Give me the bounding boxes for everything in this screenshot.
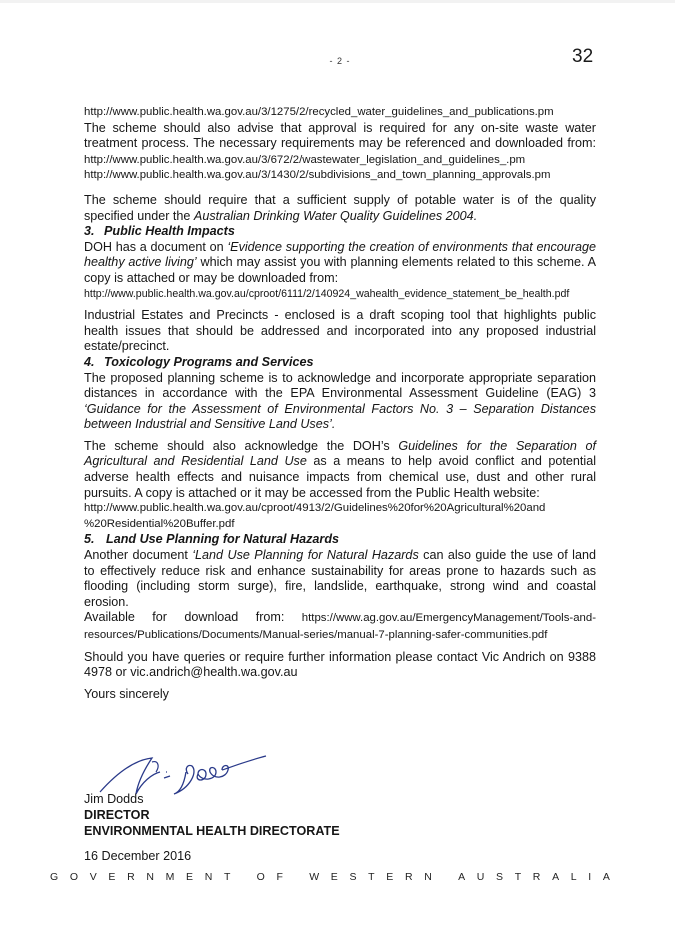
agricultural-buffer-url: http://www.public.health.wa.gov.au/cproot/4913/2/Guidelines%20for%20Agricultural%20and %20Residential%20Buffer.pdf <box>84 502 546 530</box>
footer-letter: O <box>69 871 79 883</box>
paragraph-download <box>84 610 596 643</box>
footer-letter: S <box>349 871 357 883</box>
section-title: Public Health Impacts <box>104 224 235 239</box>
section-number: 4. <box>84 354 95 369</box>
footer-letter: F <box>276 871 283 883</box>
signatory-name: Jim Dodds <box>84 792 144 806</box>
wastewater-url: http://www.public.health.wa.gov.au/3/672/2/wastewater_legislation_and_guidelines_.pm <box>84 153 526 166</box>
paragraph-potable-water <box>84 193 596 224</box>
footer-letter: N <box>146 871 154 883</box>
eag-guidance-title: ‘Guidance for the Assessment of Environmental Factors No. 3 – Separation Distances between Industrial and Sensitive Land Uses’. <box>84 401 596 432</box>
section-number: 5. <box>84 532 95 547</box>
section-heading-3 <box>84 224 596 240</box>
section-title: Toxicology Programs and Services <box>104 354 314 369</box>
page-number: 32 <box>572 46 594 67</box>
subdivisions-url: http://www.public.health.wa.gov.au/3/1430/2/subdivisions_and_town_planning_approvals.pm <box>84 169 551 182</box>
planning-safer-communities-url: https://www.ag.gov.au/EmergencyManagement/Tools-and-resources/Publications/Documents/Manual-series/manual-7-planning-safer-communities.pdf <box>84 612 596 641</box>
footer-letter: R <box>404 871 413 883</box>
download-label: Available for download from: <box>84 610 302 625</box>
public-health-text-lead: DOH has a document on <box>84 239 228 254</box>
directorate-name: ENVIRONMENTAL HEALTH DIRECTORATE <box>84 823 340 838</box>
paragraph-industrial-estates: Industrial Estates and Precincts - enclosed is a draft scoping tool that highlights public health issues that should be addressed and incorporated into any proposed industrial estate/precinct. <box>84 308 596 354</box>
footer-letter: E <box>386 871 394 883</box>
separation-text-lead: The scheme should also acknowledge the DOH’s <box>84 438 399 453</box>
footer-letter: E <box>108 871 116 883</box>
footer-letter <box>443 871 446 883</box>
footer-letter: A <box>552 871 560 883</box>
signatory-title-block <box>84 808 340 839</box>
section-heading-5 <box>84 532 596 548</box>
footer-letter: L <box>570 871 577 883</box>
separation-text-rest: as a means to help avoid conflict and potential adverse health effects and nuisance impacts from chemical use, dust and other rural pursuits. A copy is attached or it may be accessed from the Public Health website: <box>84 454 596 500</box>
footer-letter: T <box>223 871 231 883</box>
potable-water-guideline-title: Australian Drinking Water Quality Guidelines 2004. <box>193 208 478 223</box>
letter-body <box>84 105 596 702</box>
footer-letter <box>295 871 298 883</box>
footer-letter: R <box>127 871 135 883</box>
separation-guidelines-title: Guidelines for the Separation of Agricultural and Residential Land Use <box>84 438 596 469</box>
closing-salutation: Yours sincerely <box>84 686 169 701</box>
potable-water-text: The scheme should require that a sufficient supply of potable water is of the quality specified under the <box>84 192 596 223</box>
footer-letter: W <box>309 871 320 883</box>
section-title: Land Use Planning for Natural Hazards <box>106 532 340 547</box>
footer-letter: M <box>165 871 175 883</box>
paragraph-separation-guidelines <box>84 439 596 501</box>
signatory-title: DIRECTOR <box>84 808 150 822</box>
paragraph-toxicology <box>84 371 596 433</box>
public-health-text-rest: which may assist you with planning elements related to this scheme. A copy is attached or may be downloaded from: <box>84 255 596 285</box>
footer-letter: G <box>50 871 59 883</box>
section-number: 3. <box>84 224 95 239</box>
public-health-document-title: ‘Evidence supporting the creation of environments that encourage healthy active living’ <box>84 239 596 270</box>
footer-letter: O <box>256 871 265 883</box>
recycled-water-url: http://www.public.health.wa.gov.au/3/1275/2/recycled_water_guidelines_and_publications.pm <box>84 106 554 118</box>
footer-letter: I <box>588 871 592 883</box>
paragraph-wastewater-text: The scheme should also advise that approval is required for any on-site waste water treatment process. The necessary requirements may be referenced and downloaded from: <box>84 120 596 151</box>
toxicology-text: The proposed planning scheme is to acknowledge and incorporate appropriate separation distances in accordance with the EPA Environmental Assessment Guideline (EAG) 3 <box>84 370 596 401</box>
natural-hazards-document-title: ‘Land Use Planning for Natural Hazards <box>192 548 419 563</box>
footer-letter: U <box>476 871 485 883</box>
footer-letter: E <box>186 871 194 883</box>
footer-letter: V <box>89 871 97 883</box>
paragraph-public-health <box>84 240 596 287</box>
footer-letter: N <box>204 871 213 883</box>
footer-letter: A <box>602 871 610 883</box>
footer-letter: N <box>424 871 432 883</box>
footer-letter: R <box>532 871 541 883</box>
footer-letter: A <box>458 871 466 883</box>
letter-date: 16 December 2016 <box>84 849 192 863</box>
footer-letter: T <box>514 871 522 883</box>
scan-edge <box>0 0 675 3</box>
footer-letter: T <box>368 871 375 883</box>
section-heading-4 <box>84 355 596 371</box>
evidence-statement-url: http://www.public.health.wa.gov.au/cproot/6111/2/140924_wahealth_evidence_statement_be_health.pdf <box>84 287 570 300</box>
footer-letter: E <box>330 871 338 883</box>
footer-letter: S <box>496 871 504 883</box>
paragraph-wastewater <box>84 121 596 169</box>
page-marker: - 2 - <box>329 56 351 66</box>
government-footer <box>50 871 610 883</box>
paragraph-natural-hazards <box>84 548 596 610</box>
paragraph-contact: Should you have queries or require further information please contact Vic Andrich on 9388 4978 or vic.andrich@health.wa.gov.au <box>84 649 596 680</box>
footer-letter <box>242 871 245 883</box>
natural-hazards-text-lead: Another document <box>84 548 193 563</box>
natural-hazards-text-rest: can also guide the use of land to effectively reduce risk and enhance sustainability for areas prone to hazards such as flooding (including storm surge), fire, landslide, earthquake, strong wind and coastal erosion. <box>84 548 596 609</box>
